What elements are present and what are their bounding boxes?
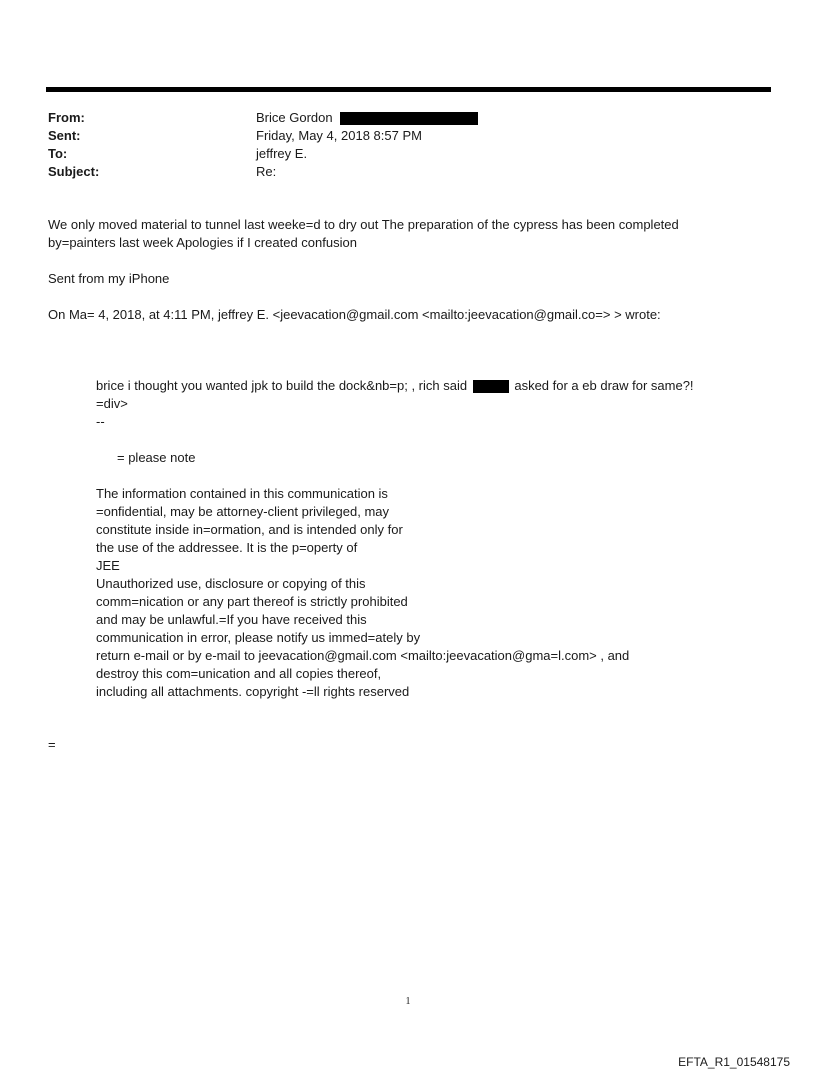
- to-value: jeffrey E.: [256, 146, 308, 161]
- to-label: To:: [48, 146, 68, 161]
- quoted-line: [96, 377, 694, 395]
- sent-label: Sent:: [48, 128, 81, 143]
- subject-label: Subject:: [48, 164, 100, 179]
- disclaimer-line: destroy this com=unication and all copies thereof,: [96, 666, 382, 681]
- div-close: =div>: [96, 396, 128, 411]
- from-value: [256, 110, 478, 126]
- redaction-box: [340, 112, 478, 125]
- disclaimer-line: JEE: [96, 558, 120, 573]
- signature-dashes: --: [96, 414, 105, 429]
- sent-value: Friday, May 4, 2018 8:57 PM: [256, 128, 422, 143]
- body-line: by=painters last week Apologies if I created confusion: [48, 235, 357, 250]
- body-paragraph: [48, 216, 679, 252]
- from-label: From:: [48, 110, 85, 125]
- subject-value: Re:: [256, 164, 277, 179]
- body-line: We only moved material to tunnel last weeke=d to dry out The preparation of the cypress has been completed: [48, 217, 679, 232]
- disclaimer-line: and may be unlawful.=If you have received this: [96, 612, 367, 627]
- header-rule: [46, 87, 771, 92]
- trailing-equals: =: [48, 737, 56, 752]
- page-number: 1: [405, 996, 411, 1007]
- disclaimer-line: including all attachments. copyright -=ll rights reserved: [96, 684, 410, 699]
- from-name: Brice Gordon: [256, 110, 333, 125]
- signature: Sent from my iPhone: [48, 271, 170, 286]
- disclaimer: [96, 485, 629, 701]
- disclaimer-line: The information contained in this communication is: [96, 486, 388, 501]
- redaction-box: [473, 380, 509, 393]
- disclaimer-line: return e-mail or by e-mail to jeevacation@gmail.com <mailto:jeevacation@gma=l.com> , and: [96, 648, 630, 663]
- quote-header: On Ma= 4, 2018, at 4:11 PM, jeffrey E. <jeevacation@gmail.com <mailto:jeevacation@gmail.co=> > wrote:: [48, 307, 661, 322]
- disclaimer-line: communication in error, please notify us immed=ately by: [96, 630, 421, 645]
- quoted-line-start: brice i thought you wanted jpk to build the dock&nb=p; , rich said: [96, 378, 468, 393]
- please-note: = please note: [117, 450, 196, 465]
- document-id: EFTA_R1_01548175: [678, 1055, 790, 1069]
- quoted-line-end: asked for a eb draw for same?!: [514, 378, 694, 393]
- disclaimer-line: constitute inside in=ormation, and is intended only for: [96, 522, 403, 537]
- disclaimer-line: the use of the addressee. It is the p=operty of: [96, 540, 358, 555]
- disclaimer-line: =onfidential, may be attorney-client privileged, may: [96, 504, 390, 519]
- disclaimer-line: Unauthorized use, disclosure or copying of this: [96, 576, 366, 591]
- disclaimer-line: comm=nication or any part thereof is strictly prohibited: [96, 594, 408, 609]
